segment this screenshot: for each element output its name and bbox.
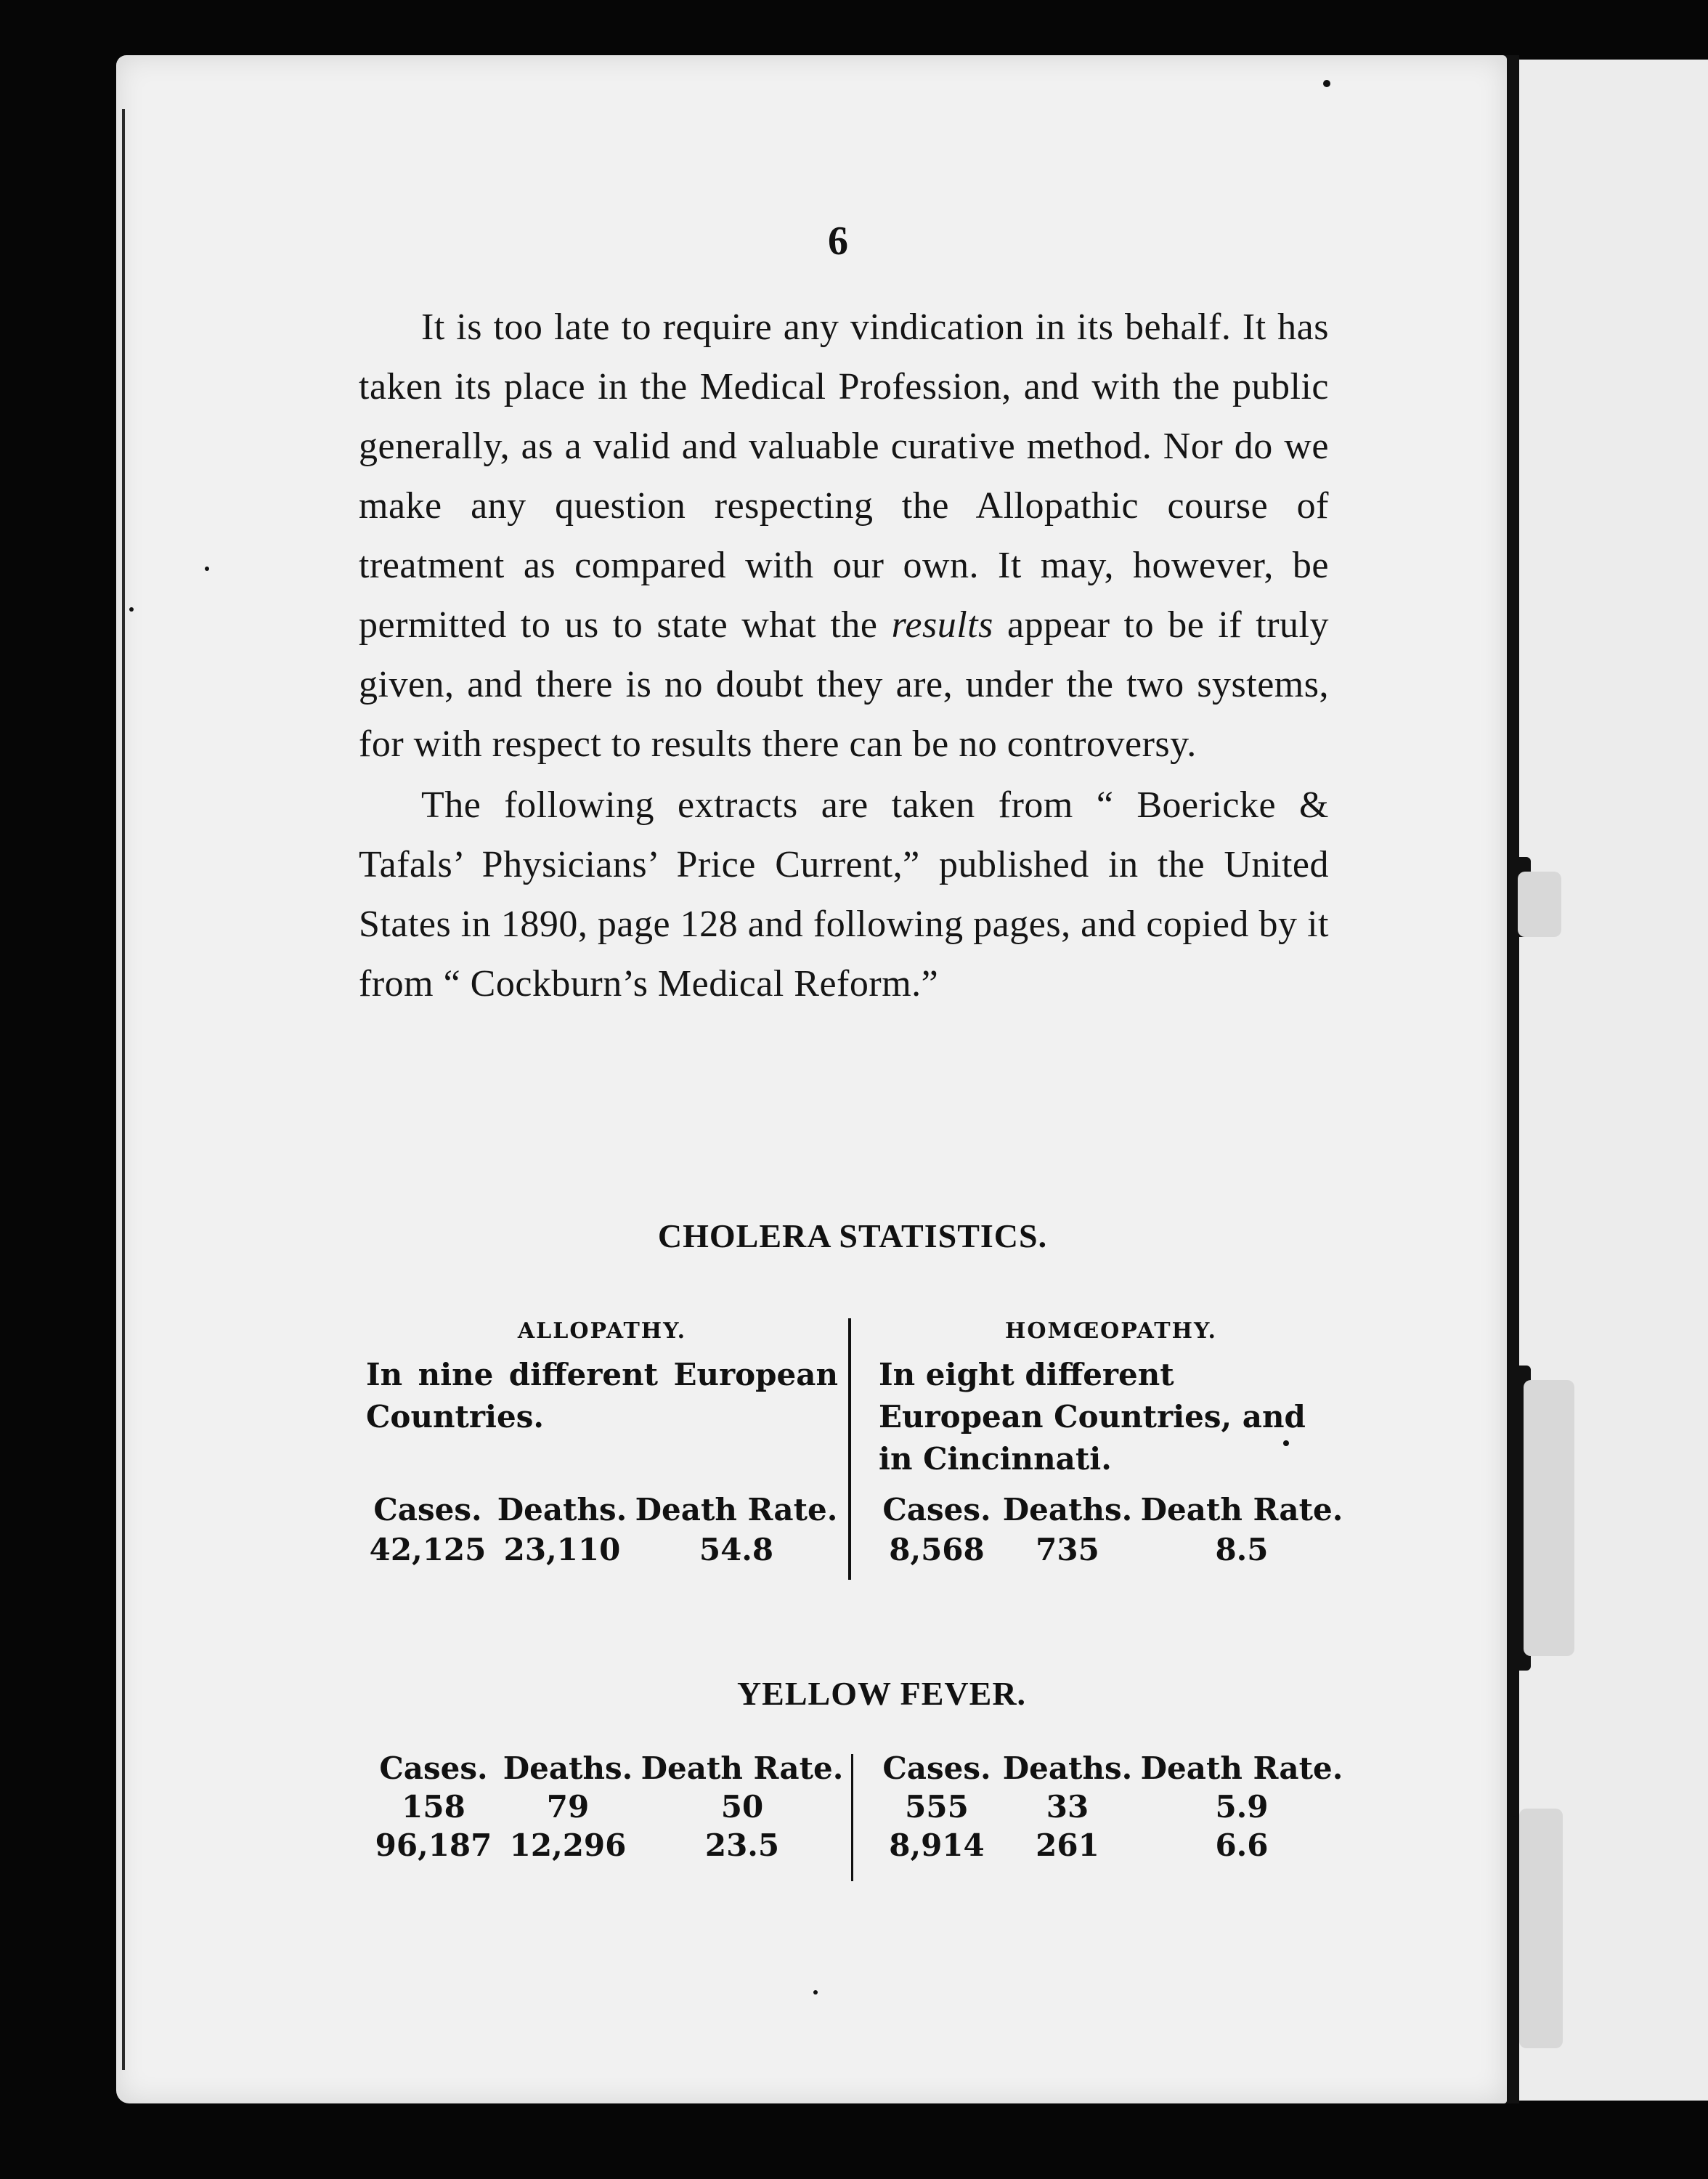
column-header: Cases. <box>882 1492 991 1527</box>
ink-speck <box>205 567 209 571</box>
table-cell: 261 <box>1036 1827 1099 1863</box>
table-cell: 8.5 <box>1215 1532 1269 1567</box>
column-header: Deaths. <box>503 1750 633 1786</box>
yellow-fever-right <box>879 1750 1343 1863</box>
table-cell: 79 <box>546 1789 590 1825</box>
page-number: 6 <box>828 219 848 264</box>
paragraph-text: The following extracts are taken from “ Boericke & Tafals’ Physicians’ Price Current,” published in the United States in 1890, page 128 and following pages, and copied by it from “ Cockburn’s Medical Reform.” <box>359 784 1329 1005</box>
table-row <box>372 1789 844 1825</box>
page-edge-shadow <box>122 109 125 2070</box>
table-cell: 6.6 <box>1215 1827 1269 1863</box>
homoeopathy-description-text: In eight different European Countries, and in Cincinnati. <box>879 1357 1306 1477</box>
table-cell: 5.9 <box>1215 1789 1269 1825</box>
column-header: Death Rate. <box>1140 1492 1343 1527</box>
column-divider <box>851 1754 853 1881</box>
homoeopathy-description <box>879 1354 1343 1480</box>
table-cell: 23.5 <box>704 1827 780 1863</box>
paragraph-text: appear to be if truly given, and there is no doubt they are, under the two systems, for with respect to results there can be no controversy. <box>359 604 1330 765</box>
table-cell: 33 <box>1046 1789 1089 1825</box>
allopathy-description-text: In nine different European Countries. <box>366 1357 838 1435</box>
ink-speck <box>1323 80 1330 87</box>
allopathy-description <box>366 1354 838 1438</box>
yellow-fever-statistics <box>359 1674 1346 1892</box>
ink-speck <box>813 1990 818 1995</box>
column-header: Death Rate. <box>635 1492 838 1527</box>
homoeopathy-header-row <box>879 1492 1343 1527</box>
paragraph-1 <box>359 298 1329 774</box>
table-cell: 555 <box>905 1789 969 1825</box>
table-cell: 8,914 <box>889 1827 985 1863</box>
column-header: Cases. <box>373 1492 482 1527</box>
column-divider <box>848 1318 851 1580</box>
yellow-fever-left-header <box>372 1750 844 1786</box>
yellow-fever-title: YELLOW FEVER. <box>736 1675 1027 1712</box>
table-cell: 23,110 <box>503 1532 621 1567</box>
body-text <box>359 298 1329 1014</box>
homoeopathy-column <box>879 1318 1343 1567</box>
table-cell: 96,187 <box>375 1827 492 1863</box>
column-header: Cases. <box>882 1750 991 1786</box>
column-header: Deaths. <box>1002 1492 1133 1527</box>
table-row <box>879 1789 1343 1825</box>
allopathy-heading: ALLOPATHY. <box>517 1318 687 1344</box>
homoeopathy-heading: HOMŒOPATHY. <box>1005 1318 1217 1344</box>
emphasis-results: results <box>891 604 993 646</box>
paragraph-text: It is too late to require any vindication in its behalf. It has taken its place in the Medical Profession, and with the public generally, as a valid and valuable curative method. Nor do we make any question respecting the Allopathic course of treatment as compared with our own. It may, however, be permitted to us to state what the <box>359 307 1329 646</box>
cholera-statistics <box>359 1217 1346 1594</box>
allopathy-column <box>366 1318 838 1567</box>
column-header: Cases. <box>379 1750 488 1786</box>
binding-damage <box>1519 1809 1563 2048</box>
table-cell: 42,125 <box>369 1532 487 1567</box>
table-row <box>372 1827 844 1863</box>
facing-page <box>1519 60 1708 2101</box>
ink-speck <box>129 607 134 612</box>
table-cell: 12,296 <box>509 1827 627 1863</box>
yellow-fever-right-header <box>879 1750 1343 1786</box>
table-cell: 54.8 <box>699 1532 774 1567</box>
allopathy-data-row <box>366 1532 838 1567</box>
column-header: Deaths. <box>497 1492 627 1527</box>
table-row <box>879 1827 1343 1863</box>
homoeopathy-data-row <box>879 1532 1343 1567</box>
column-header: Deaths. <box>1002 1750 1133 1786</box>
column-header: Death Rate. <box>1140 1750 1343 1786</box>
table-cell: 158 <box>402 1789 465 1825</box>
paragraph-2 <box>359 776 1329 1014</box>
table-cell: 50 <box>720 1789 764 1825</box>
allopathy-header-row <box>366 1492 838 1527</box>
binding-damage <box>1518 872 1561 937</box>
cholera-title: CHOLERA STATISTICS. <box>657 1217 1048 1254</box>
yellow-fever-left <box>372 1750 844 1863</box>
table-cell: 735 <box>1036 1532 1099 1567</box>
binding-damage <box>1524 1380 1574 1656</box>
column-header: Death Rate. <box>640 1750 844 1786</box>
table-cell: 8,568 <box>889 1532 985 1567</box>
